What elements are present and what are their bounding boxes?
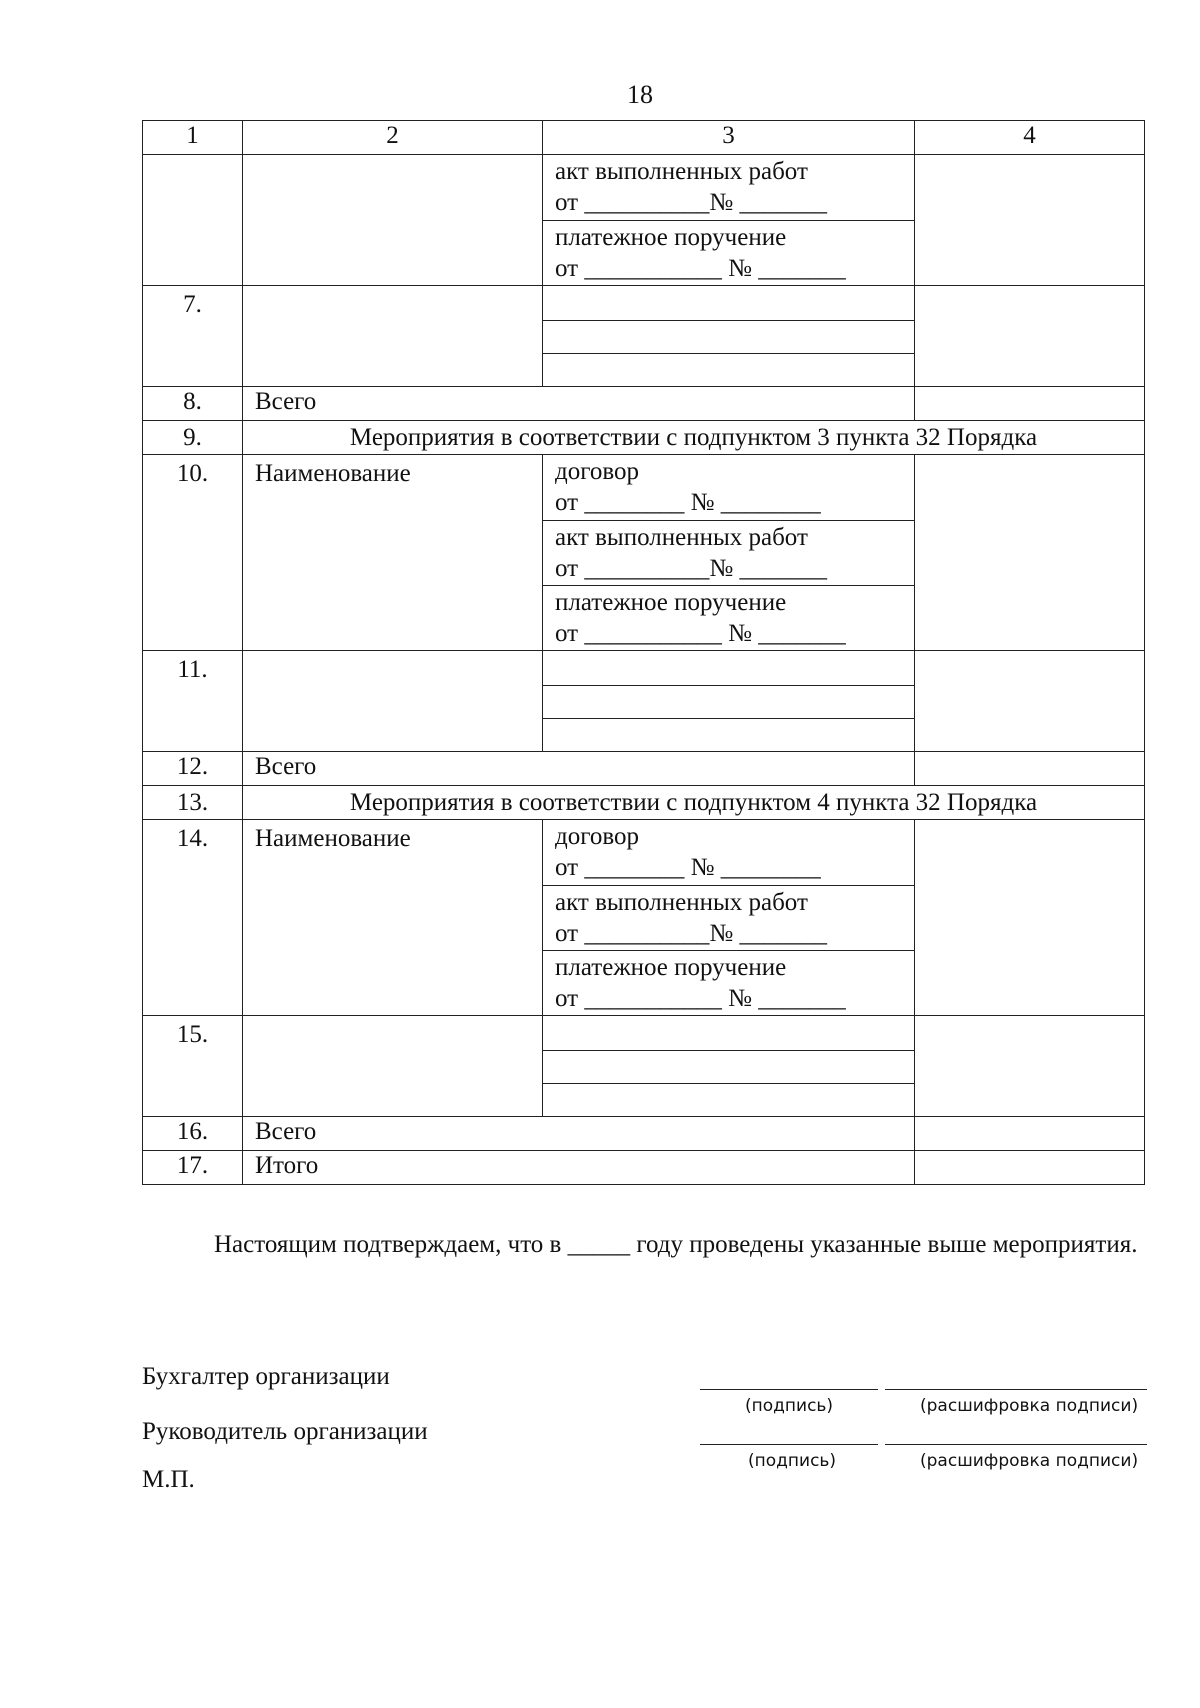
- act-field: акт выполненных работ от __________№ _______: [543, 885, 914, 950]
- row-number: 15.: [176, 1021, 209, 1048]
- payment-order-field: платежное поручение от ___________ № _______: [543, 220, 914, 285]
- page-number: 18: [627, 80, 653, 109]
- signature-caption: (подпись): [745, 1396, 834, 1416]
- column-header: 4: [915, 121, 1145, 155]
- row-number: 8.: [143, 387, 243, 421]
- table-row: [143, 455, 1145, 651]
- payment-order-field: платежное поручение от ___________ № _______: [543, 950, 914, 1015]
- name-label: Наименование: [255, 825, 411, 852]
- row-number: 13.: [143, 786, 243, 820]
- accountant-label: Бухгалтер организации: [142, 1363, 390, 1390]
- row-number: 17.: [143, 1151, 243, 1185]
- act-field: акт выполненных работ от __________№ _______: [555, 158, 827, 216]
- row-number: 16.: [143, 1117, 243, 1151]
- section-row: [143, 421, 1145, 455]
- column-header: 3: [543, 121, 915, 155]
- measures-table: [142, 120, 1145, 1185]
- section-title: Мероприятия в соответствии с подпунктом 4 пункта 32 Порядка: [243, 786, 1145, 820]
- total-label: Всего: [243, 387, 915, 421]
- row-number: 10.: [176, 460, 209, 487]
- table-row: [143, 155, 1145, 286]
- transcript-caption: (расшифровка подписи): [920, 1396, 1139, 1416]
- section-row: [143, 786, 1145, 820]
- row-number: 12.: [143, 752, 243, 786]
- table-row: [143, 1016, 1145, 1117]
- table-header-row: [143, 121, 1145, 155]
- table-row: [143, 1151, 1145, 1185]
- transcript-caption: (расшифровка подписи): [920, 1451, 1139, 1471]
- year-blank: _____: [567, 1231, 631, 1258]
- head-transcript-line: [885, 1444, 1147, 1445]
- table-row: [143, 1117, 1145, 1151]
- accountant-signature-line: [700, 1389, 878, 1390]
- row-number: 7.: [183, 291, 202, 318]
- contract-field: договор от ________ № ________: [555, 458, 821, 516]
- payment-order-field: платежное поручение от ___________ № _______: [543, 585, 914, 650]
- section-title: Мероприятия в соответствии с подпунктом 3 пункта 32 Порядка: [243, 421, 1145, 455]
- table-row: [143, 286, 1145, 387]
- column-header: 2: [243, 121, 543, 155]
- grand-total-label: Итого: [243, 1151, 915, 1185]
- table-row: [143, 651, 1145, 752]
- row-number: 9.: [143, 421, 243, 455]
- stamp-placeholder: М.П.: [142, 1466, 195, 1493]
- head-signature-line: [700, 1444, 878, 1445]
- name-label: Наименование: [255, 460, 411, 487]
- total-label: Всего: [243, 752, 915, 786]
- signature-caption: (подпись): [748, 1451, 837, 1471]
- table-row: [143, 752, 1145, 786]
- contract-field: договор от ________ № ________: [555, 823, 821, 881]
- table-row: [143, 387, 1145, 421]
- row-number: 14.: [176, 825, 209, 852]
- table-row: [143, 820, 1145, 1016]
- row-number: 11.: [177, 656, 208, 683]
- head-label: Руководитель организации: [142, 1418, 428, 1445]
- accountant-transcript-line: [885, 1389, 1147, 1390]
- total-label: Всего: [243, 1117, 915, 1151]
- confirmation-paragraph: Настоящим подтверждаем, что в _____ году проведены указанные выше мероприятия.: [214, 1231, 1138, 1258]
- act-field: акт выполненных работ от __________№ _______: [543, 520, 914, 585]
- column-header: 1: [143, 121, 243, 155]
